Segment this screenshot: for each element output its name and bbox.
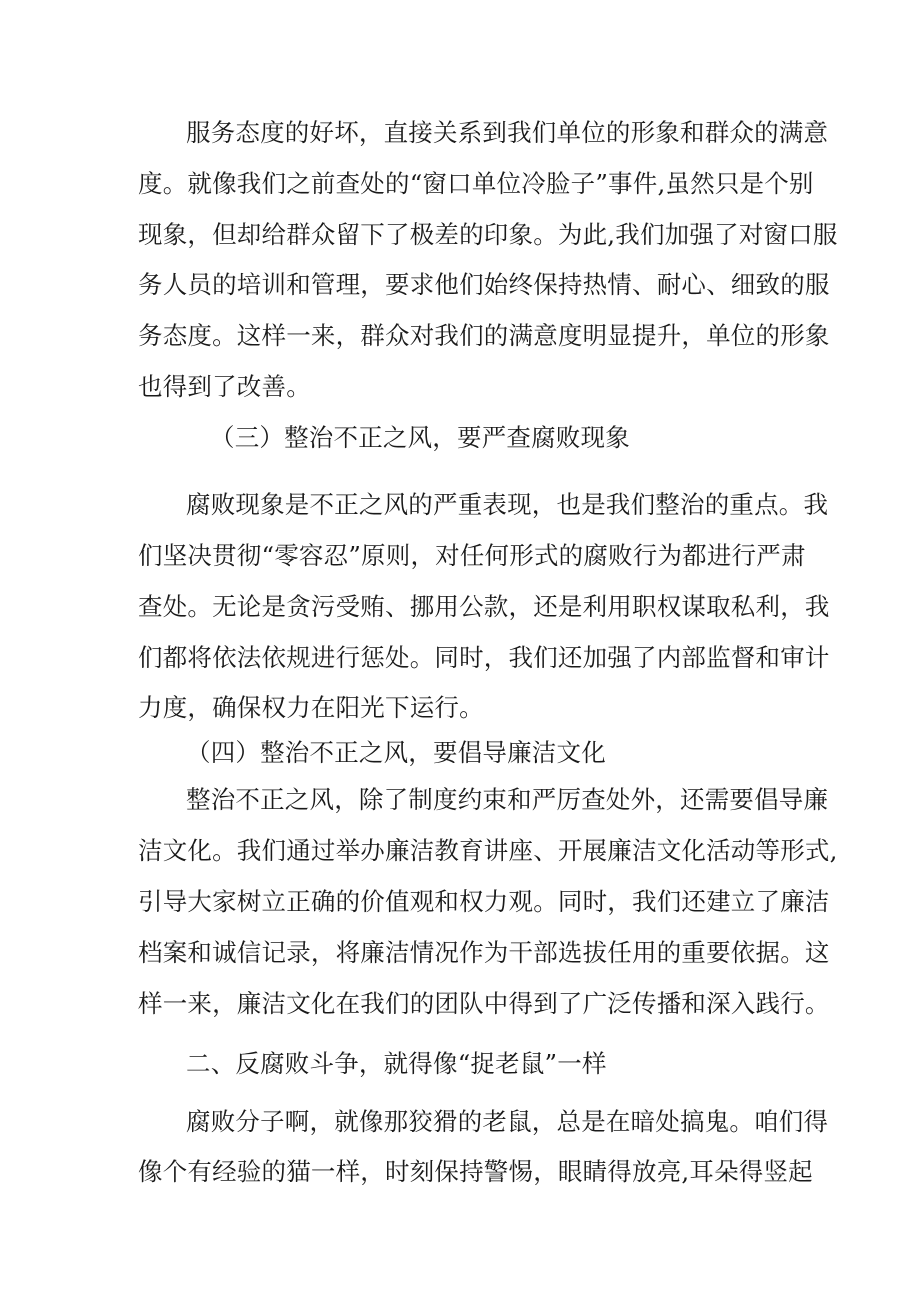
- paragraph-line: 查处。无论是贪污受贿、挪用公款，还是利用职权谋取私利，我: [138, 592, 830, 621]
- paragraph-line: 力度，确保权力在阳光下运行。: [138, 693, 484, 722]
- paragraph-line: 务态度。这样一来，群众对我们的满意度明显提升，单位的形象: [138, 321, 830, 350]
- paragraph-line: 整治不正之风，除了制度约束和严厉查处外，还需要倡导廉: [186, 785, 829, 814]
- paragraph-line: 现象，但却给群众留下了极差的印象。为此,我们加强了对窗口服: [138, 220, 838, 249]
- paragraph-line: 样一来，廉洁文化在我们的团队中得到了广泛传播和深入践行。: [138, 989, 830, 1018]
- section-heading-4: （四）整治不正之风，要倡导廉洁文化: [186, 738, 606, 767]
- paragraph-line: 引导大家树立正确的价值观和权力观。同时，我们还建立了廉洁: [138, 887, 830, 916]
- paragraph-line: 档案和诚信记录，将廉洁情况作为干部选拔任用的重要依据。这: [138, 938, 830, 967]
- paragraph-line: 洁文化。我们通过举办廉洁教育讲座、开展廉洁文化活动等形式,: [138, 836, 838, 865]
- section-heading-3: （三）整治不正之风，要严查腐败现象: [210, 423, 630, 452]
- section-heading-2: 二、反腐败斗争，就得像“捉老鼠”一样: [186, 1049, 607, 1078]
- paragraph-line: 像个有经验的猫一样，时刻保持警惕，眼睛得放亮,耳朵得竖起: [138, 1157, 813, 1186]
- paragraph-line: 也得到了改善。: [138, 372, 311, 401]
- paragraph-line: 腐败现象是不正之风的严重表现，也是我们整治的重点。我: [186, 490, 829, 519]
- paragraph-line: 度。就像我们之前查处的“窗口单位冷脸子”事件,虽然只是个别: [138, 169, 814, 198]
- paragraph-line: 们坚决贯彻“零容忍”原则，对任何形式的腐败行为都进行严肃: [138, 541, 806, 570]
- paragraph-line: 服务态度的好坏，直接关系到我们单位的形象和群众的满意: [186, 118, 829, 147]
- paragraph-line: 务人员的培训和管理，要求他们始终保持热情、耐心、细致的服: [138, 270, 830, 299]
- paragraph-line: 们都将依法依规进行惩处。同时，我们还加强了内部监督和审计: [138, 643, 830, 672]
- paragraph-line: 腐败分子啊，就像那狡猾的老鼠，总是在暗处搞鬼。咱们得: [186, 1107, 829, 1136]
